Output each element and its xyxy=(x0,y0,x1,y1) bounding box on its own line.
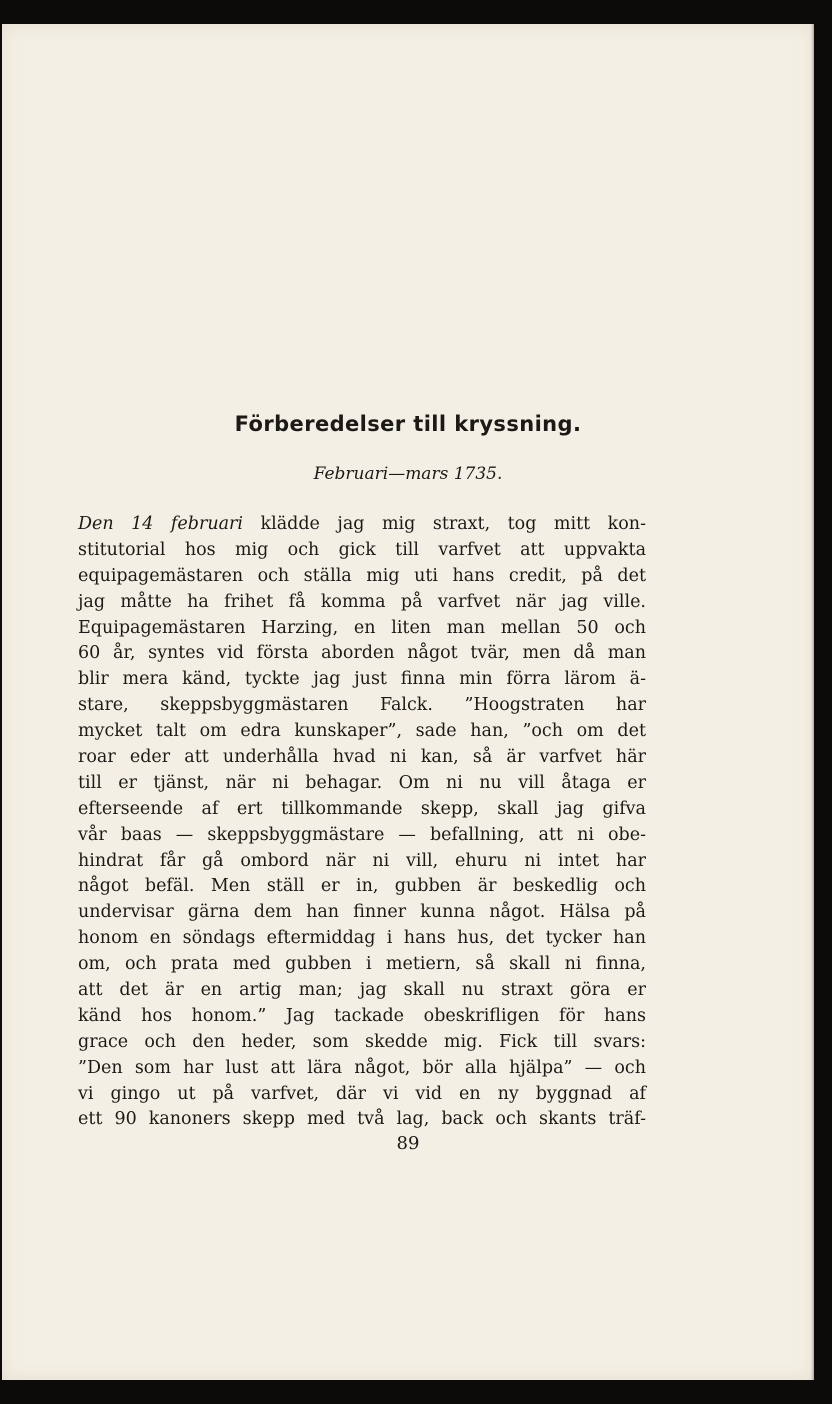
text-line: ”Den som har lust att lära något, bör alla hjälpa” — och xyxy=(78,1057,646,1078)
first-line-text: klädde jag mig straxt, tog mitt kon- xyxy=(243,514,646,534)
text-line: att det är en artig man; jag skall nu straxt göra er xyxy=(78,980,646,1001)
date-italic: Den 14 februari xyxy=(78,514,243,534)
text-line: stitutorial hos mig och gick till varfvet att uppvakta xyxy=(78,539,646,560)
book-page xyxy=(2,24,814,1380)
text-line: efterseende af ert tillkommande skepp, skall jag gifva xyxy=(78,798,646,819)
text-line: 60 år, syntes vid första aborden något tvär, men då man xyxy=(78,643,646,664)
text-line: om, och prata med gubben i metiern, så skall ni finna, xyxy=(78,954,646,975)
text-line-first xyxy=(78,512,646,538)
text-line: stare, skeppsbyggmästaren Falck. ”Hoogstraten har xyxy=(78,695,646,716)
text-line: känd hos honom.” Jag tackade obeskrifligen för hans xyxy=(78,1005,646,1026)
chapter-heading: Förberedelser till kryssning. xyxy=(234,412,582,436)
text-line: grace och den heder, som skedde mig. Fick till svars: xyxy=(78,1031,646,1052)
text-line: mycket talt om edra kunskaper”, sade han, ”och om det xyxy=(78,721,646,742)
text-line: equipagemästaren och ställa mig uti hans credit, på det xyxy=(78,565,646,586)
chapter-date: Februari—mars 1735. xyxy=(313,464,503,484)
text-line: vi gingo ut på varfvet, där vi vid en ny byggnad af xyxy=(78,1083,646,1104)
text-line: jag måtte ha frihet få komma på varfvet när jag ville. xyxy=(78,591,646,612)
text-line: till er tjänst, när ni behagar. Om ni nu vill åtaga er xyxy=(78,772,646,793)
text-line: honom en söndags eftermiddag i hans hus, det tycker han xyxy=(78,928,646,949)
text-line: hindrat får gå ombord när ni vill, ehuru ni intet har xyxy=(78,850,646,871)
text-line: blir mera känd, tyckte jag just finna min förra lärom ä- xyxy=(78,669,646,690)
text-line: något befäl. Men ställ er in, gubben är beskedlig och xyxy=(78,876,646,897)
text-line: Equipagemästaren Harzing, en liten man mellan 50 och xyxy=(78,617,646,638)
text-line: roar eder att underhålla hvad ni kan, så är varfvet här xyxy=(78,747,646,768)
text-line: vår baas — skeppsbyggmästare — befallning, att ni obe- xyxy=(78,824,646,845)
text-line: ett 90 kanoners skepp med två lag, back och skants träf- xyxy=(78,1109,646,1130)
body-paragraph xyxy=(78,512,646,1133)
text-line: undervisar gärna dem han finner kunna något. Hälsa på xyxy=(78,902,646,923)
page-number: 89 xyxy=(396,1133,420,1154)
